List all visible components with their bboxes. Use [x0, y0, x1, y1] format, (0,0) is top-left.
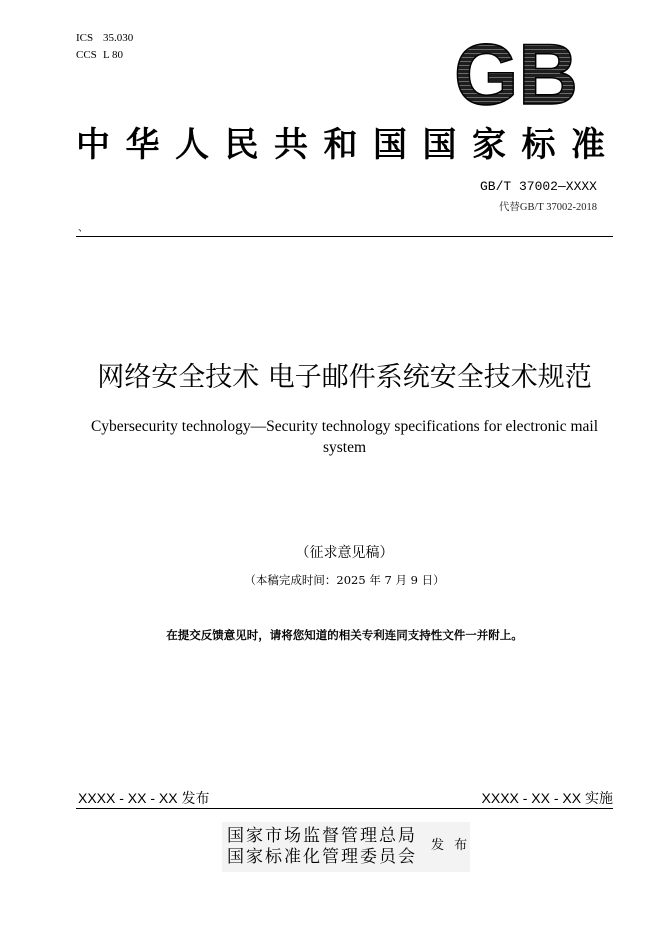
patent-notice: 在提交反馈意见时，请将您知道的相关专利连同支持性文件一并附上。	[166, 628, 523, 642]
draft-label: （征求意见稿）	[295, 545, 394, 561]
implementation-date: XXXX - XX - XX 实施	[481, 790, 613, 806]
ccs-row	[76, 49, 123, 61]
issuer-line-2: 国家标准化管理委员会	[227, 847, 417, 867]
ics-label: ICS	[76, 32, 94, 44]
completion-date: （本稿完成时间：2025 年 7 月 9 日）	[244, 573, 445, 587]
document-title-en-line1: Cybersecurity technology—Security technology specifications for electronic mail	[90, 418, 599, 435]
stray-mark: 、	[78, 223, 88, 234]
ics-code: 35.030	[103, 32, 134, 44]
standard-number: GB/T 37002—XXXX	[479, 179, 597, 194]
issuer-action: 发 布	[431, 838, 471, 853]
issuer-line-1: 国家市场监督管理总局	[227, 826, 417, 846]
replaces-standard: 代替GB/T 37002-2018	[498, 202, 597, 213]
top-divider	[76, 236, 613, 237]
ics-row	[76, 32, 133, 44]
gb-logo-text: GB	[454, 38, 578, 108]
document-title-cn: 网络安全技术 电子邮件系统安全技术规范	[97, 362, 592, 393]
bottom-divider	[76, 808, 613, 809]
ccs-code: L 80	[103, 49, 124, 61]
document-title-en-line2: system	[322, 439, 367, 456]
ccs-label: CCS	[76, 49, 97, 61]
national-standard-title: 中华人民共和国国家标准	[76, 125, 621, 165]
gb-logo	[450, 38, 582, 108]
release-date: XXXX - XX - XX 发布	[78, 790, 210, 806]
